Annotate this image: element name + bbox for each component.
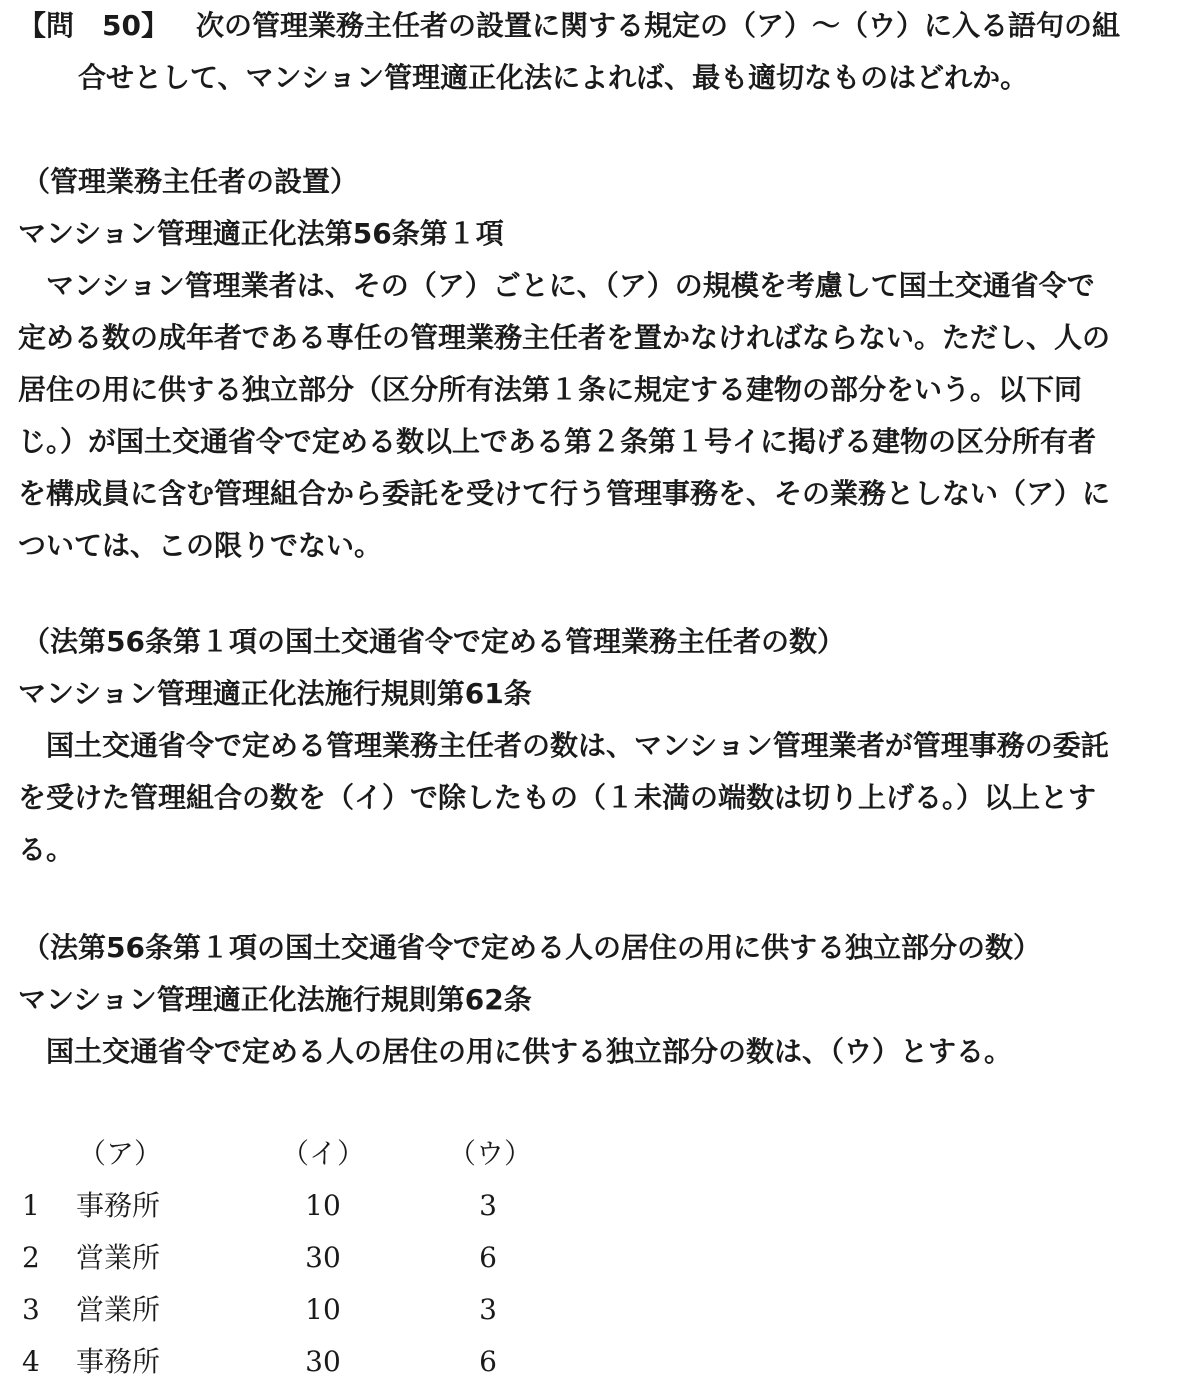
section-1-line-3: 居住の用に供する独立部分（区分所有法第１条に規定する建物の部分をいう。以下同: [18, 373, 1083, 406]
choice-u-value: 6: [479, 1241, 497, 1274]
section-2-line-1: 国土交通省令で定める管理業務主任者の数は、マンション管理業者が管理事務の委託: [46, 729, 1109, 762]
question-number: 【問 50】: [18, 9, 169, 42]
question-stem-line-1: [18, 0, 1170, 52]
section-2-line-3: る。: [18, 833, 75, 866]
section-1-line-5: を構成員に含む管理組合から委託を受けて行う管理事務を、その業務としない（ア）に: [18, 477, 1111, 510]
choice-a-value: 営業所: [76, 1293, 161, 1326]
section-2-line-2: を受けた管理組合の数を（イ）で除したもの（１未満の端数は切り上げる。）以上とす: [18, 781, 1097, 814]
choice-number: 1: [22, 1189, 40, 1222]
choice-i-value: 10: [305, 1189, 341, 1222]
section-1-heading: （管理業務主任者の設置）: [22, 165, 359, 198]
choice-a-value: 事務所: [76, 1189, 161, 1222]
choice-number: 4: [22, 1345, 40, 1378]
header-u: （ウ）: [448, 1137, 533, 1170]
choice-u-value: 3: [479, 1293, 497, 1326]
question-stem-text-1: 次の管理業務主任者の設置に関する規定の（ア）～（ウ）に入る語句の組: [196, 9, 1121, 42]
choice-a-value: 事務所: [76, 1345, 161, 1378]
section-1-line-4: じ。）が国土交通省令で定める数以上である第２条第１号イに掲げる建物の区分所有者: [18, 425, 1097, 458]
section-3-line-1: 国土交通省令で定める人の居住の用に供する独立部分の数は、（ウ）とする。: [46, 1035, 1013, 1068]
choice-u-value: 3: [479, 1189, 497, 1222]
choice-i-value: 30: [305, 1345, 341, 1378]
section-1-line-6: ついては、この限りでない。: [18, 529, 383, 562]
choice-u-value: 6: [479, 1345, 497, 1378]
choice-a-value: 営業所: [76, 1241, 161, 1274]
question-stem-line-2: 合せとして、マンション管理適正化法によれば、最も適切なものはどれか。: [78, 61, 1029, 94]
section-1-law: マンション管理適正化法第56条第１項: [18, 217, 504, 250]
header-a: （ア）: [78, 1137, 163, 1170]
header-i: （イ）: [280, 1137, 365, 1170]
section-2-heading: （法第56条第１項の国土交通省令で定める管理業務主任者の数）: [22, 625, 845, 658]
section-3-law: マンション管理適正化法施行規則第62条: [18, 983, 532, 1016]
section-3-heading: （法第56条第１項の国土交通省令で定める人の居住の用に供する独立部分の数）: [22, 931, 1041, 964]
choice-number: 3: [22, 1293, 40, 1326]
choice-i-value: 30: [305, 1241, 341, 1274]
choice-i-value: 10: [305, 1293, 341, 1326]
section-2-law: マンション管理適正化法施行規則第61条: [18, 677, 532, 710]
section-1-line-1: マンション管理業者は、その（ア）ごとに、（ア）の規模を考慮して国土交通省令で: [46, 269, 1095, 302]
choice-number: 2: [22, 1241, 40, 1274]
section-1-line-2: 定める数の成年者である専任の管理業務主任者を置かなければならない。ただし、人の: [18, 321, 1111, 354]
